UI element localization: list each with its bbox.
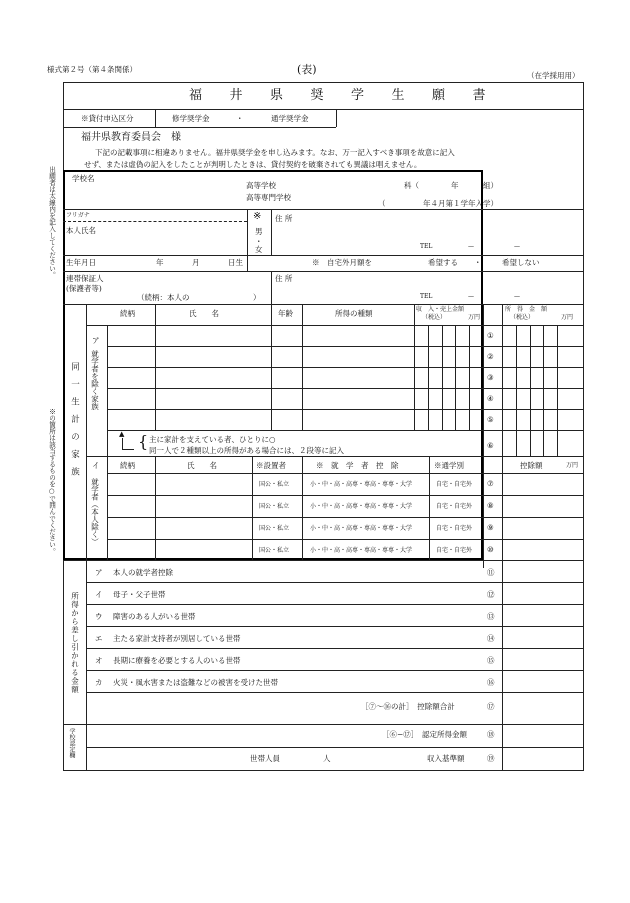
deduction-key: エ <box>95 634 103 643</box>
department-label: 科（ <box>404 181 419 190</box>
divider <box>86 747 584 748</box>
founder-option[interactable]: 国公・私立 <box>259 481 290 488</box>
row-number: ⑲ <box>487 754 495 763</box>
deduction-key: オ <box>95 656 103 665</box>
row-number: ④ <box>487 394 494 403</box>
divider <box>107 517 584 518</box>
divider <box>302 456 303 560</box>
school-check-side-label: 学校認定欄 <box>68 728 75 758</box>
divider <box>63 127 336 128</box>
col-income-type: 所得の種類 <box>335 309 373 318</box>
founder-option[interactable]: 国公・私立 <box>259 503 290 510</box>
row-number: ⑱ <box>487 730 495 739</box>
divider <box>502 304 503 771</box>
deductions-side-label: 所得から差し引かれる金額 <box>70 592 80 694</box>
income-standard: 収入基準額 <box>427 754 465 763</box>
form-number: 様式第２号（第４条関係） <box>47 65 137 74</box>
divider <box>271 209 272 255</box>
school-name-label: 学校名 <box>72 174 95 183</box>
group-i-label: 就学者（本人除く） <box>90 478 100 546</box>
declaration-line-1: 下記の記載事項に相違ありません。福井県奨学金を申し込みます。なお、万一記入すべき事項を故意に記入 <box>95 148 455 157</box>
school-type-tech[interactable]: 高等専門学校 <box>246 193 291 202</box>
group-a-marker: ア <box>92 336 100 345</box>
divider <box>155 109 156 127</box>
commute-option[interactable]: 自宅・自宅外 <box>436 525 473 532</box>
divider <box>86 692 584 693</box>
allowance-label: ※ 自宅外月額を <box>312 258 372 267</box>
divider <box>107 430 584 431</box>
guarantor-sublabel: (保護者等) <box>66 284 102 293</box>
guarantor-address-label: 住 所 <box>275 274 293 283</box>
dash: — <box>468 243 474 250</box>
dash: — <box>468 293 474 300</box>
divider <box>63 271 584 272</box>
col-income-tax: （税込） <box>510 314 535 321</box>
addressee: 福井県教育委員会 様 <box>81 132 181 143</box>
divider <box>86 648 584 649</box>
household-members: 世帯人員 <box>250 754 280 763</box>
deduction-single-parent: 母子・父子世帯 <box>113 590 166 599</box>
recognized-income: ［⑥−⑰］ 認定所得金額 <box>382 730 468 739</box>
divider <box>557 325 558 456</box>
applicant-fill-area <box>63 170 483 560</box>
divider <box>122 449 134 450</box>
divider <box>86 670 584 671</box>
deduction-disaster: 火災・風水害または盗難などの被害を受けた世帯 <box>113 678 278 687</box>
row-number: ① <box>487 331 494 340</box>
divider <box>247 209 248 271</box>
loan-type-option-2[interactable]: 通学奨学金 <box>271 114 309 123</box>
col-relation: 続柄 <box>120 309 135 318</box>
instruction-note-2: ※の箇所は該当するものを○で囲んでください。 <box>47 408 56 555</box>
divider <box>122 438 123 449</box>
col-commute: ※通学別 <box>434 461 464 470</box>
col-deduction-amount: 控除額 <box>520 461 543 470</box>
founder-option[interactable]: 国公・私立 <box>259 547 290 554</box>
school-level-option[interactable]: 小・中・高・高専・専高・専専・大学 <box>310 481 413 488</box>
row-number: ⑬ <box>487 612 495 621</box>
row-number: ⑫ <box>487 590 495 599</box>
divider <box>336 109 337 127</box>
divider <box>63 109 584 110</box>
divider <box>86 560 87 771</box>
row-number: ⑧ <box>487 501 494 510</box>
row-number: ② <box>487 352 494 361</box>
divider <box>252 456 253 560</box>
row-number: ⑯ <box>487 678 495 687</box>
divider <box>107 539 584 540</box>
usage-label: （在学採用用） <box>527 71 580 80</box>
deduction-total: ［⑦〜⑯の計］ 控除額合計 <box>361 702 455 711</box>
deduction-medical: 長期に療養を必要とする人のいる世帯 <box>113 656 241 665</box>
student-tel-label: TEL <box>420 243 433 250</box>
row-number: ⑨ <box>487 523 494 532</box>
guarantor-tel-label: TEL <box>420 293 433 300</box>
divider <box>86 626 584 627</box>
paren: （ <box>378 199 386 208</box>
dash: — <box>514 243 520 250</box>
instruction-note-1: 出願者は太線内を記入してください。 <box>47 166 56 279</box>
row-number: ⑪ <box>487 568 495 577</box>
divider <box>107 346 584 347</box>
divider <box>86 604 584 605</box>
note-multiple-income: 同一人で２種類以上の所得がある場合には、２段等に記入 <box>149 446 344 455</box>
col-revenue: 収 入・売上金額 <box>416 306 465 313</box>
enrollment-label: 年４月第１学年入学） <box>423 199 498 208</box>
student-address-label: 住 所 <box>275 214 293 223</box>
deduction-disability: 障害のある人がいる世帯 <box>113 612 196 621</box>
row-number: ⑮ <box>487 656 495 665</box>
divider <box>107 388 584 389</box>
day-label: 日生 <box>228 258 243 267</box>
loan-type-option-1[interactable]: 修学奨学金 <box>172 114 210 123</box>
divider <box>63 560 584 561</box>
col-income: 所 得 金 額 <box>505 306 548 313</box>
row-number: ⑩ <box>487 545 494 554</box>
class-label: 組） <box>483 181 498 190</box>
row-number: ③ <box>487 373 494 382</box>
divider <box>63 724 584 725</box>
school-type-hs[interactable]: 高等学校 <box>246 181 276 190</box>
form-title: 福 井 県 奨 学 生 願 書 <box>189 88 487 103</box>
divider <box>63 221 247 222</box>
commute-option[interactable]: 自宅・自宅外 <box>436 503 473 510</box>
divider <box>86 325 584 326</box>
year-label: 年 <box>156 258 164 267</box>
members-unit: 人 <box>323 754 331 763</box>
school-level-option[interactable]: 小・中・高・高専・専高・専専・大学 <box>310 525 413 532</box>
divider <box>86 456 584 457</box>
relation-label: （続柄：本人の <box>137 293 190 302</box>
divider <box>483 304 484 568</box>
declaration-line-2: せず、または虚偽の記入をしたことが判明したときは、貸付契約を破棄されても異議は唱えません。 <box>84 160 422 169</box>
divider <box>428 325 429 430</box>
divider <box>107 495 584 496</box>
furigana-label: フリガナ <box>66 212 90 219</box>
gender-mark: ※ <box>253 211 262 222</box>
col-age: 年齢 <box>278 309 293 318</box>
gender-male[interactable]: 男 <box>255 227 263 236</box>
divider <box>86 304 87 560</box>
divider <box>107 325 108 560</box>
family-side-label: 同一生計の家族 <box>69 362 80 485</box>
arrow-up-icon: ▲ <box>119 430 125 438</box>
separator: ・ <box>474 258 482 267</box>
row-number: ⑦ <box>487 479 494 488</box>
col-name: 氏 名 <box>189 309 219 318</box>
school-level-option[interactable]: 小・中・高・高専・専高・専専・大学 <box>310 503 413 510</box>
group-i-marker: イ <box>92 461 100 470</box>
deduction-key: カ <box>95 678 103 687</box>
brace-icon: { <box>138 432 149 451</box>
col-student-deduction: ※ 就 学 者 控 除 <box>316 461 399 470</box>
divider <box>469 325 470 430</box>
divider <box>155 456 156 560</box>
divider <box>107 367 584 368</box>
col-revenue-tax: （税込） <box>422 314 447 321</box>
student-name-label: 本人氏名 <box>66 226 96 235</box>
allowance-no[interactable]: 希望しない <box>502 258 540 267</box>
divider <box>271 271 272 304</box>
school-level-option[interactable]: 小・中・高・高専・専高・専専・大学 <box>310 547 413 554</box>
col-deduction-unit: 万円 <box>566 462 579 469</box>
deduction-key: ア <box>95 568 103 577</box>
grade-label: 年 <box>451 181 459 190</box>
loan-type-label: ※貸付申込区分 <box>81 114 134 123</box>
row-number: ⑰ <box>487 702 495 711</box>
deduction-own-student: 本人の就学者控除 <box>113 568 173 577</box>
divider <box>63 304 584 305</box>
row-number: ⑥ <box>487 441 494 450</box>
separator: ・ <box>236 114 244 123</box>
deduction-key: ウ <box>95 612 103 621</box>
month-label: 月 <box>192 258 200 267</box>
divider <box>63 209 584 210</box>
commute-option[interactable]: 自宅・自宅外 <box>436 547 473 554</box>
gender-female[interactable]: 女 <box>255 245 263 254</box>
allowance-yes[interactable]: 希望する <box>428 258 458 267</box>
separator: ・ <box>255 237 263 246</box>
note-breadwinner: 主に家計を支えている者、ひとりに○ <box>149 435 276 444</box>
col-relation: 続柄 <box>120 461 135 470</box>
deduction-key: イ <box>95 590 103 599</box>
side-label: (表) <box>297 63 317 76</box>
col-income-unit: 万円 <box>561 314 574 321</box>
divider <box>516 325 517 456</box>
row-number: ⑭ <box>487 634 495 643</box>
deduction-separated: 主たる家計支持者が別居している世帯 <box>113 634 241 643</box>
col-revenue-unit: 万円 <box>468 314 481 321</box>
founder-option[interactable]: 国公・私立 <box>259 525 290 532</box>
divider <box>107 473 584 474</box>
group-a-label: 就学者を除く家族 <box>90 350 100 410</box>
divider <box>530 325 531 456</box>
divider <box>107 409 584 410</box>
divider <box>429 456 430 560</box>
dash: — <box>514 293 520 300</box>
birthdate-label: 生年月日 <box>66 258 96 267</box>
divider <box>455 325 456 430</box>
guarantor-label: 連帯保証人 <box>66 274 104 283</box>
col-founder: ※設置者 <box>256 461 286 470</box>
col-name: 氏 名 <box>187 461 217 470</box>
commute-option[interactable]: 自宅・自宅外 <box>436 481 473 488</box>
divider <box>543 325 544 456</box>
row-number: ⑤ <box>487 415 494 424</box>
divider <box>63 255 584 256</box>
paren: ） <box>253 293 261 302</box>
divider <box>86 582 584 583</box>
divider <box>442 325 443 430</box>
